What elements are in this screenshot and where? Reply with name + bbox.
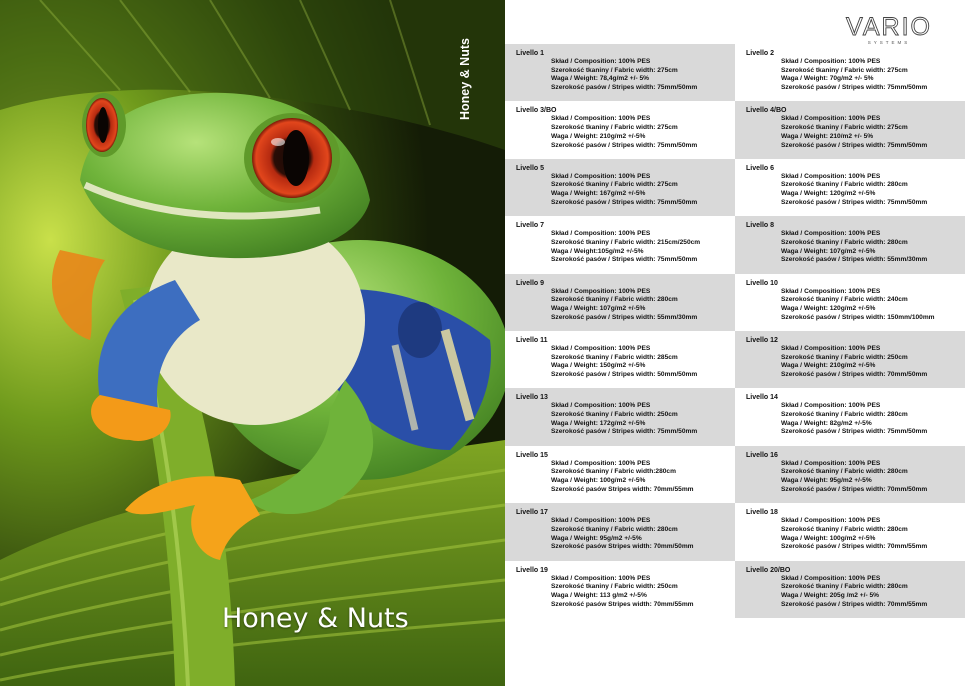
fabric-spec-panel <box>505 0 970 686</box>
logo-word: VARIO <box>846 13 932 41</box>
fabric-composition: Skład / Composition: 100% PES <box>551 115 651 123</box>
fabric-card <box>505 159 735 216</box>
fabric-stripes: Szerokość pasów Stripes width: 70mm/55mm <box>551 600 694 608</box>
fabric-name: Livello 7 <box>516 222 545 230</box>
fabric-width: Szerokość tkaniny / Fabric width: 275cm <box>781 66 908 74</box>
fabric-stripes: Szerokość pasów / Stripes width: 75mm/50mm <box>551 428 698 436</box>
fabric-card <box>505 101 735 158</box>
collection-title: Honey & Nuts <box>222 603 409 634</box>
fabric-weight: Waga / Weight: 70g/m2 +/- 5% <box>781 75 874 83</box>
fabric-width: Szerokość tkaniny / Fabric width: 275cm <box>551 66 678 74</box>
fabric-stripes: Szerokość pasów / Stripes width: 70mm/55mm <box>781 600 928 608</box>
fabric-card <box>505 216 735 273</box>
fabric-width: Szerokość tkaniny / Fabric width: 285cm <box>551 353 678 361</box>
fabric-name: Livello 19 <box>516 566 548 574</box>
fabric-composition: Skład / Composition: 100% PES <box>551 58 651 65</box>
fabric-composition: Skład / Composition: 100% PES <box>781 459 881 467</box>
fabric-name: Livello 12 <box>746 336 778 344</box>
fabric-stripes: Szerokość pasów / Stripes width: 75mm/50mm <box>781 428 928 436</box>
fabric-card <box>505 44 735 101</box>
fabric-stripes: Szerokość pasów / Stripes width: 75mm/50mm <box>781 198 928 206</box>
fabric-width: Szerokość tkaniny / Fabric width: 250cm <box>551 583 678 591</box>
fabric-weight: Waga / Weight: 95g/m2 +/-5% <box>781 477 872 485</box>
fabric-weight: Waga / Weight: 100g/m2 +/-5% <box>781 534 876 542</box>
fabric-name: Livello 5 <box>516 164 545 172</box>
fabric-stripes: Szerokość pasów / Stripes width: 55mm/30mm <box>781 256 928 264</box>
fabric-name: Livello 16 <box>746 451 778 459</box>
fabric-weight: Waga / Weight: 120g/m2 +/-5% <box>781 304 876 312</box>
fabric-weight: Waga / Weight: 95g/m2 +/-5% <box>551 534 642 542</box>
fabric-composition: Skład / Composition: 100% PES <box>781 402 881 410</box>
fabric-card <box>735 388 965 445</box>
fabric-weight: Waga / Weight: 210g/m2 +/-5% <box>781 362 876 370</box>
fabric-weight: Waga / Weight: 120g/m2 +/-5% <box>781 190 876 198</box>
fabric-name: Livello 20/BO <box>746 566 791 574</box>
fabric-name: Livello 15 <box>516 451 548 459</box>
fabric-spec-grid <box>505 44 965 618</box>
fabric-composition: Skład / Composition: 100% PES <box>781 230 881 238</box>
fabric-width: Szerokość tkaniny / Fabric width: 240cm <box>781 296 908 304</box>
fabric-weight: Waga / Weight: 82g/m2 +/-5% <box>781 419 872 427</box>
fabric-composition: Skład / Composition: 100% PES <box>551 172 651 180</box>
fabric-name: Livello 3/BO <box>516 107 557 115</box>
fabric-card <box>735 101 965 158</box>
fabric-composition: Skład / Composition: 100% PES <box>551 287 651 295</box>
fabric-card <box>505 446 735 503</box>
fabric-width: Szerokość tkaniny / Fabric width:280cm <box>551 468 676 476</box>
fabric-card <box>735 331 965 388</box>
fabric-name: Livello 10 <box>746 279 778 287</box>
fabric-card <box>505 274 735 331</box>
fabric-stripes: Szerokość pasów / Stripes width: 150mm/100mm <box>781 313 935 321</box>
fabric-composition: Skład / Composition: 100% PES <box>551 517 651 525</box>
fabric-weight: Waga / Weight:105g/m2 +/-5% <box>551 247 644 255</box>
fabric-weight: Waga / Weight: 172g/m2 +/-5% <box>551 419 646 427</box>
fabric-name: Livello 9 <box>516 279 545 287</box>
fabric-card <box>735 503 965 560</box>
fabric-composition: Skład / Composition: 100% PES <box>551 402 651 410</box>
fabric-stripes: Szerokość pasów / Stripes width: 70mm/50mm <box>781 371 928 379</box>
fabric-composition: Skład / Composition: 100% PES <box>781 574 881 582</box>
fabric-weight: Waga / Weight: 167g/m2 +/-5% <box>551 190 646 198</box>
fabric-composition: Skład / Composition: 100% PES <box>781 115 881 123</box>
fabric-card <box>735 216 965 273</box>
fabric-card <box>505 388 735 445</box>
fabric-name: Livello 14 <box>746 394 778 402</box>
fabric-card <box>735 159 965 216</box>
fabric-width: Szerokość tkaniny / Fabric width: 280cm <box>781 181 908 189</box>
fabric-stripes: Szerokość pasów / Stripes width: 75mm/50mm <box>551 84 698 92</box>
fabric-stripes: Szerokość pasów / Stripes width: 70mm/50mm <box>781 485 928 493</box>
fabric-weight: Waga / Weight: 107g/m2 +/-5% <box>551 304 646 312</box>
fabric-width: Szerokość tkaniny / Fabric width: 280cm <box>551 525 678 533</box>
fabric-weight: Waga / Weight: 210g/m2 +/-5% <box>551 132 646 140</box>
fabric-width: Szerokość tkaniny / Fabric width: 280cm <box>781 583 908 591</box>
fabric-composition: Skład / Composition: 100% PES <box>551 344 651 352</box>
fabric-width: Szerokość tkaniny / Fabric width: 280cm <box>551 296 678 304</box>
fabric-composition: Skład / Composition: 100% PES <box>781 172 881 180</box>
fabric-card <box>735 274 965 331</box>
fabric-width: Szerokość tkaniny / Fabric width: 280cm <box>781 468 908 476</box>
fabric-name: Livello 13 <box>516 394 548 402</box>
fabric-stripes: Szerokość pasów / Stripes width: 75mm/50mm <box>781 141 928 149</box>
fabric-width: Szerokość tkaniny / Fabric width: 275cm <box>551 124 678 132</box>
fabric-weight: Waga / Weight: 113 g/m2 +/-5% <box>551 591 647 599</box>
fabric-stripes: Szerokość pasów Stripes width: 70mm/55mm <box>551 485 694 493</box>
fabric-width: Szerokość tkaniny / Fabric width: 280cm <box>781 411 908 419</box>
fabric-card <box>735 446 965 503</box>
fabric-card <box>505 561 735 618</box>
vertical-collection-title: Honey & Nuts <box>458 38 472 120</box>
fabric-stripes: Szerokość pasów / Stripes width: 55mm/30mm <box>551 313 698 321</box>
fabric-weight: Waga / Weight: 205g /m2 +/- 5% <box>781 591 880 599</box>
fabric-card <box>735 561 965 618</box>
fabric-card <box>735 44 965 101</box>
fabric-width: Szerokość tkaniny / Fabric width: 250cm <box>781 353 908 361</box>
fabric-width: Szerokość tkaniny / Fabric width: 250cm <box>551 411 678 419</box>
fabric-name: Livello 1 <box>516 50 545 57</box>
fabric-name: Livello 2 <box>746 50 775 57</box>
fabric-card <box>505 503 735 560</box>
fabric-name: Livello 4/BO <box>746 107 787 115</box>
fabric-width: Szerokość tkaniny / Fabric width: 280cm <box>781 525 908 533</box>
fabric-stripes: Szerokość pasów / Stripes width: 75mm/50mm <box>551 198 698 206</box>
fabric-composition: Skład / Composition: 100% PES <box>551 230 651 238</box>
fabric-weight: Waga / Weight: 78,4g/m2 +/- 5% <box>551 75 650 83</box>
fabric-name: Livello 17 <box>516 509 548 517</box>
fabric-name: Livello 11 <box>516 336 548 344</box>
fabric-name: Livello 8 <box>746 222 775 230</box>
fabric-weight: Waga / Weight: 210/m2 +/- 5% <box>781 132 874 140</box>
fabric-stripes: Szerokość pasów / Stripes width: 75mm/50mm <box>781 84 928 92</box>
fabric-name: Livello 6 <box>746 164 775 172</box>
fabric-width: Szerokość tkaniny / Fabric width: 275cm <box>551 181 678 189</box>
fabric-width: Szerokość tkaniny / Fabric width: 215cm/250cm <box>551 238 701 246</box>
fabric-width: Szerokość tkaniny / Fabric width: 280cm <box>781 238 908 246</box>
fabric-stripes: Szerokość pasów / Stripes width: 75mm/50mm <box>551 256 698 264</box>
vario-logo <box>846 14 932 45</box>
fabric-weight: Waga / Weight: 100g/m2 +/-5% <box>551 477 646 485</box>
fabric-stripes: Szerokość pasów / Stripes width: 70mm/55mm <box>781 543 928 551</box>
fabric-composition: Skład / Composition: 100% PES <box>551 574 651 582</box>
fabric-name: Livello 18 <box>746 509 778 517</box>
fabric-weight: Waga / Weight: 107g/m2 +/-5% <box>781 247 876 255</box>
fabric-composition: Skład / Composition: 100% PES <box>781 344 881 352</box>
fabric-stripes: Szerokość pasów / Stripes width: 75mm/50mm <box>551 141 698 149</box>
fabric-card <box>505 331 735 388</box>
fabric-stripes: Szerokość pasów / Stripes width: 50mm/50mm <box>551 371 698 379</box>
logo-subtitle: SYSTEMS <box>867 40 911 45</box>
fabric-composition: Skład / Composition: 100% PES <box>781 58 881 65</box>
fabric-weight: Waga / Weight: 150g/m2 +/-5% <box>551 362 646 370</box>
fabric-composition: Skład / Composition: 100% PES <box>551 459 651 467</box>
fabric-composition: Skład / Composition: 100% PES <box>781 517 881 525</box>
fabric-stripes: Szerokość pasów Stripes width: 70mm/50mm <box>551 543 694 551</box>
fabric-width: Szerokość tkaniny / Fabric width: 275cm <box>781 124 908 132</box>
fabric-composition: Skład / Composition: 100% PES <box>781 287 881 295</box>
